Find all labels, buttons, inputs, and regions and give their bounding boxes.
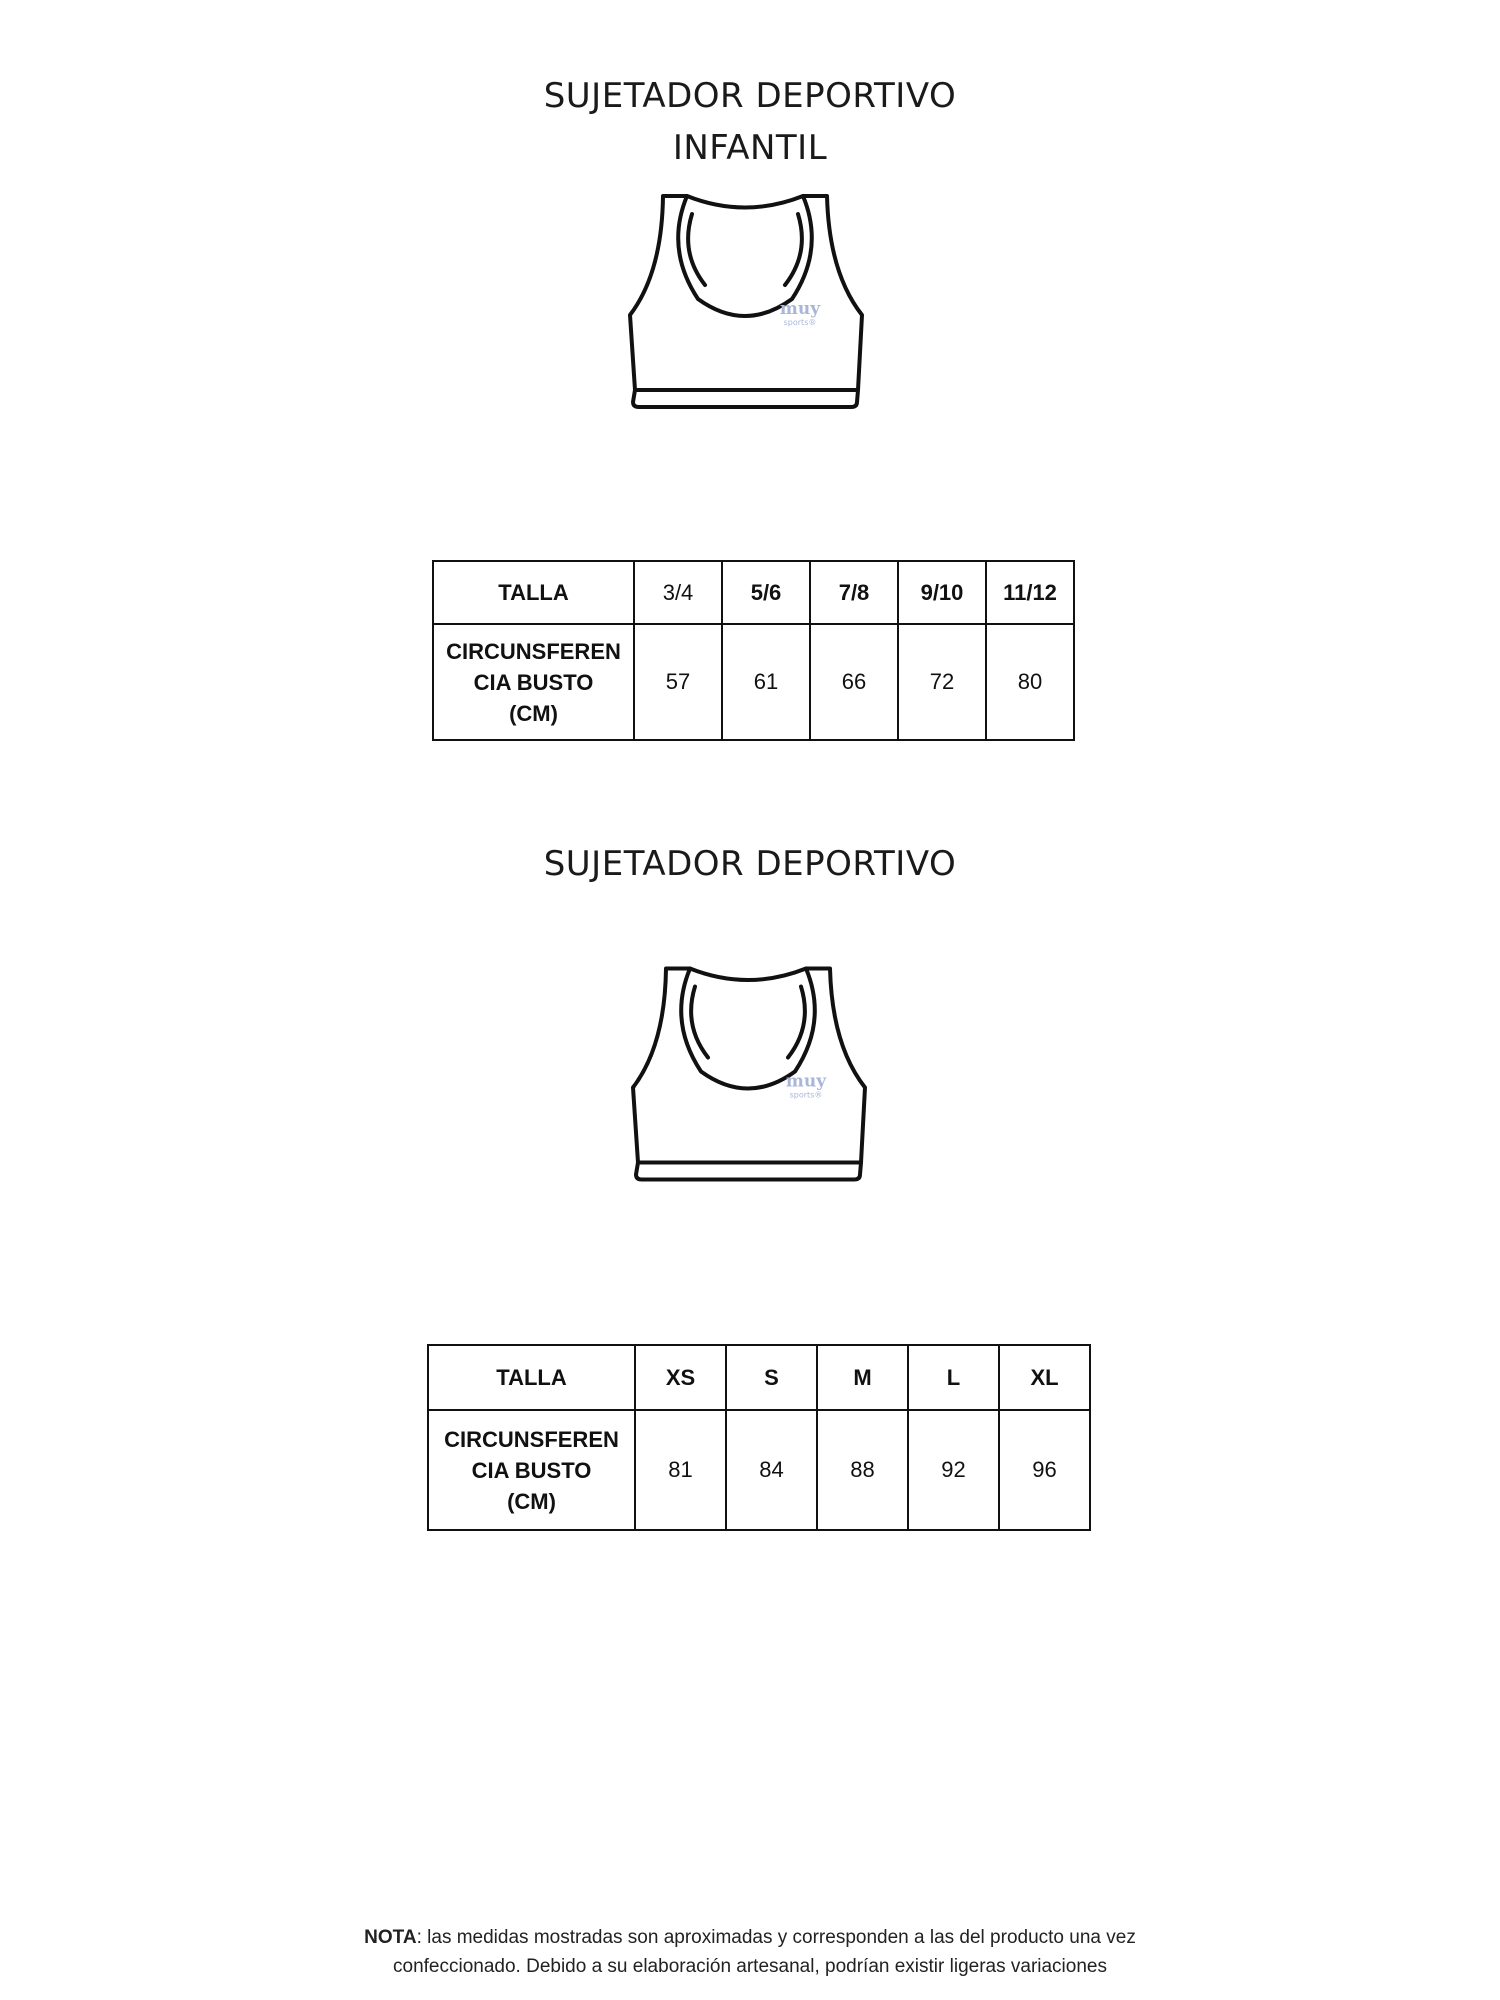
- size-cell: 9/10: [898, 561, 986, 624]
- section1-title-line2: INFANTIL: [672, 128, 828, 168]
- section2-title: SUJETADOR DEPORTIVO: [543, 844, 957, 884]
- value-cell: 96: [999, 1410, 1090, 1530]
- size-cell: XL: [999, 1345, 1090, 1410]
- size-table-adult: [427, 1344, 1091, 1531]
- table-row-values: [433, 624, 1074, 740]
- logo-text-bottom: sports®: [783, 318, 817, 327]
- row-label-bust: [433, 624, 634, 740]
- logo-text-top: muy: [779, 299, 821, 319]
- footnote-bold-label: NOTA: [364, 1927, 417, 1948]
- row-label-talla: TALLA: [428, 1345, 635, 1410]
- size-table-kids: [432, 560, 1075, 741]
- value-cell: 81: [635, 1410, 726, 1530]
- table-row-sizes: [433, 561, 1074, 624]
- logo-text-bottom: sports®: [789, 1090, 823, 1100]
- footnote-line1: : las medidas mostradas son aproximadas y corresponden a las del producto una vez: [416, 1927, 1136, 1948]
- table-row-values: [428, 1410, 1090, 1530]
- size-cell: L: [908, 1345, 999, 1410]
- bust-label-line: CIA BUSTO: [473, 669, 594, 695]
- size-cell: M: [817, 1345, 908, 1410]
- value-cell: 72: [898, 624, 986, 740]
- bust-label-line: (CM): [509, 700, 558, 726]
- size-cell: S: [726, 1345, 817, 1410]
- value-cell: 57: [634, 624, 722, 740]
- section1-title-line1: SUJETADOR DEPORTIVO: [543, 76, 957, 116]
- footnote: [0, 1923, 1500, 1981]
- value-cell: 66: [810, 624, 898, 740]
- sports-bra-illustration-icon: [625, 193, 865, 413]
- value-cell: 88: [817, 1410, 908, 1530]
- bust-label-line: CIA BUSTO: [471, 1457, 592, 1483]
- size-cell: XS: [635, 1345, 726, 1410]
- value-cell: 92: [908, 1410, 999, 1530]
- size-cell: 5/6: [722, 561, 810, 624]
- bust-label-line: CIRCUNSFEREN: [446, 638, 621, 664]
- size-cell: 7/8: [810, 561, 898, 624]
- row-label-talla: TALLA: [433, 561, 634, 624]
- value-cell: 84: [726, 1410, 817, 1530]
- size-cell: 11/12: [986, 561, 1074, 624]
- table-row-sizes: [428, 1345, 1090, 1410]
- logo-text-top: muy: [785, 1071, 827, 1092]
- size-cell: 3/4: [634, 561, 722, 624]
- bust-label-line: (CM): [507, 1488, 556, 1514]
- sports-bra-illustration-icon: [628, 963, 868, 1188]
- value-cell: 61: [722, 624, 810, 740]
- footnote-line2: confeccionado. Debido a su elaboración artesanal, podrían existir ligeras variaciones: [393, 1956, 1107, 1977]
- value-cell: 80: [986, 624, 1074, 740]
- row-label-bust: [428, 1410, 635, 1530]
- bust-label-line: CIRCUNSFEREN: [444, 1426, 619, 1452]
